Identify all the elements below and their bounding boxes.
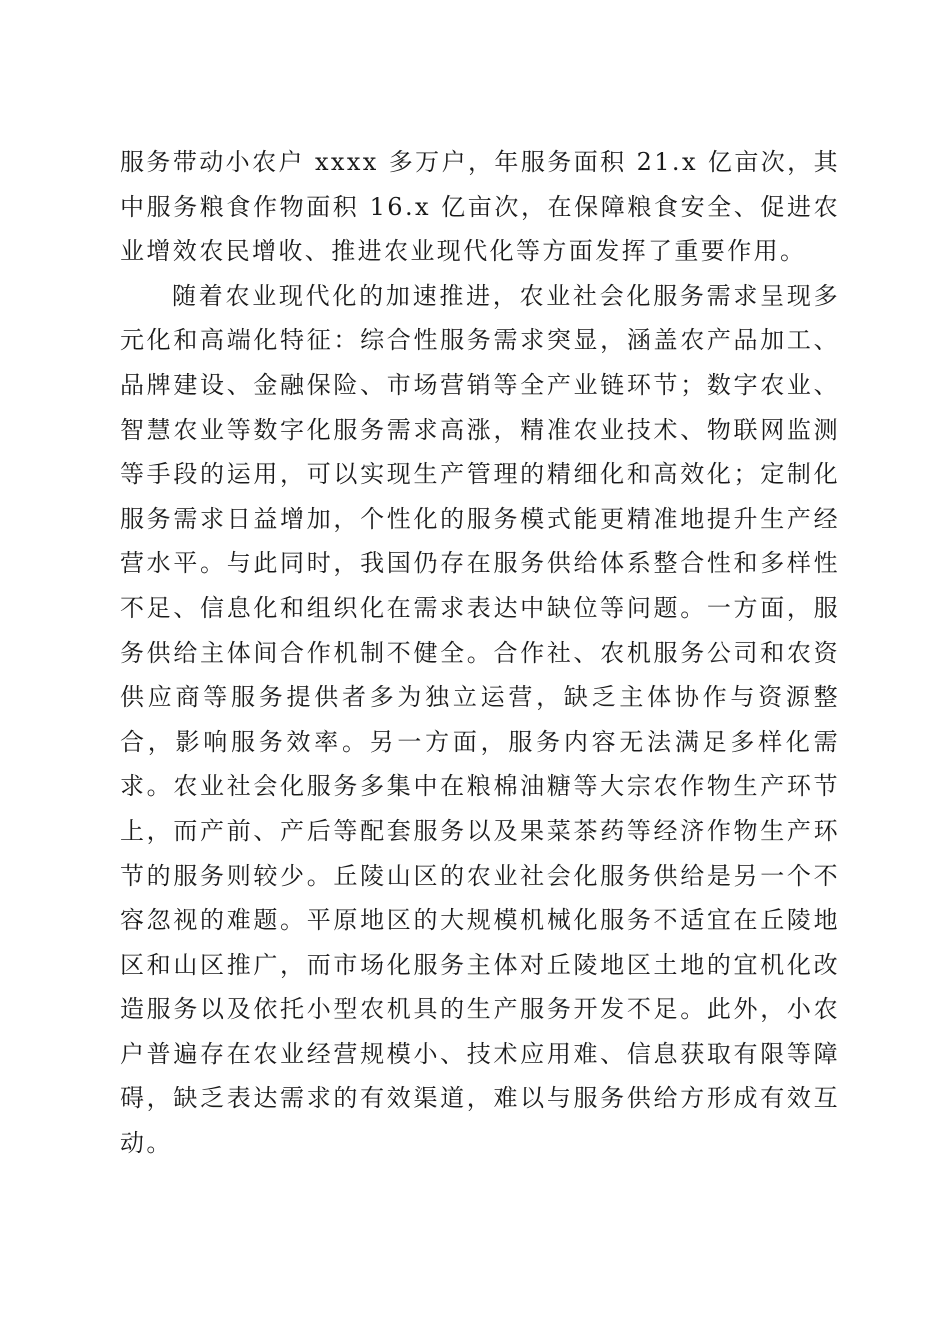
document-body	[120, 140, 840, 1166]
paragraph-1: 服务带动小农户 xxxx 多万户，年服务面积 21.x 亿亩次，其中服务粮食作物面积 16.x 亿亩次，在保障粮食安全、促进农业增效农民增收、推进农业现代化等方面发挥了重要作用。	[120, 148, 840, 266]
paragraph-2: 随着农业现代化的加速推进，农业社会化服务需求呈现多元化和高端化特征：综合性服务需求突显，涵盖农产品加工、品牌建设、金融保险、市场营销等全产业链环节；数字农业、智慧农业等数字化服务需求高涨，精准农业技术、物联网监测等手段的运用，可以实现生产管理的精细化和高效化；定制化服务需求日益增加，个性化的服务模式能更精准地提升生产经营水平。与此同时，我国仍存在服务供给体系整合性和多样性不足、信息化和组织化在需求表达中缺位等问题。一方面，服务供给主体间合作机制不健全。合作社、农机服务公司和农资供应商等服务提供者多为独立运营，缺乏主体协作与资源整合，影响服务效率。另一方面，服务内容无法满足多样化需求。农业社会化服务多集中在粮棉油糖等大宗农作物生产环节上，而产前、产后等配套服务以及果菜茶药等经济作物生产环节的服务则较少。丘陵山区的农业社会化服务供给是另一个不容忽视的难题。平原地区的大规模机械化服务不适宜在丘陵地区和山区推广，而市场化服务主体对丘陵地区土地的宜机化改造服务以及依托小型农机具的生产服务开发不足。此外，小农户普遍存在农业经营规模小、技术应用难、信息获取有限等障碍，缺乏表达需求的有效渠道，难以与服务供给方形成有效互动。	[120, 281, 840, 1158]
